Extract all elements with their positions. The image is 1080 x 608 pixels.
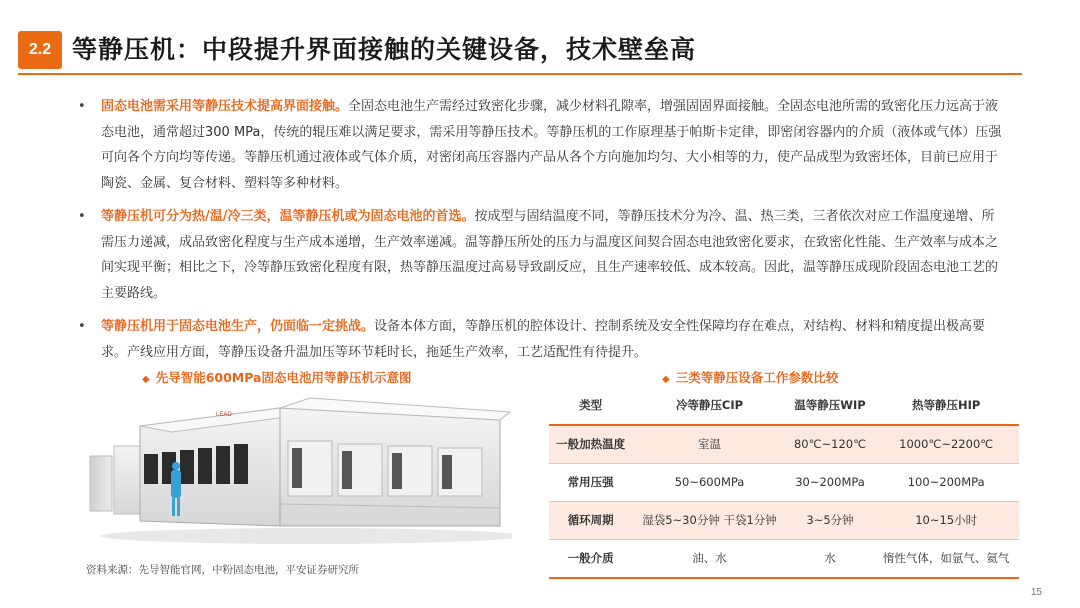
brand-logo: LEAD [216,412,232,418]
table-cell: 油、水 [632,540,786,579]
bullet-dot-icon: • [78,209,86,224]
bullet-text: 按成型与固结温度不同，等静压技术分为冷、温、热三类，三者依次对应工作温度递增、所需压力递减，成品致密化程度与生产成本递增，生产效率递减。温等静压所处的压力与温度区间契合固态电池致密化要求，在致密化性能、生产效率与成本之间实现平衡；相比之下，冷等静压致密化程度有限，热等静压温度过高易导致副反应，且生产速率较低、成本较高。因此，温等静压成现阶段固态电池工艺的主要路线。 [101,209,999,301]
table-cell: 1000℃~2200℃ [873,425,1019,464]
bullet-lead: 等静压机用于固态电池生产，仍面临一定挑战。 [101,319,375,334]
table-cell: 100~200MPa [873,464,1019,502]
bullet-lead: 等静压机可分为热/温/冷三类，温等静压机或为固态电池的首选。 [101,209,475,224]
bullet-text: 全固态电池生产需经过致密化步骤，减少材料孔隙率，增强固固界面接触。全固态电池所需的致密化压力远高于液态电池，通常超过300 MPa，传统的辊压难以满足要求，需采用等静压技术。等静压机的工作原理基于帕斯卡定律，即密闭容器内的介质（液体或气体）压强可向各个方向均等传递。等静压机通过液体或气体介质，对密闭高压容器内产品从各个方向施加均匀、大小相等的力，使产品成型为致密坯体，目前已应用于陶瓷、金属、复合材料、塑料等多种材料。 [101,99,1002,191]
title-divider [18,73,1022,75]
bullet-lead: 固态电池需采用等静压技术提高界面接触。 [101,99,349,114]
section-badge: 2.2 [18,31,62,69]
bullet-dot-icon: • [78,99,86,114]
figure-caption: ◆ 先导智能600MPa固态电池用等静压机示意图 [142,370,412,385]
table-cell: 室温 [632,425,786,464]
bullet-text: 设备本体方面，等静压机的腔体设计、控制系统及安全性保障均存在难点，对结构、材料和精度提出极高要求。产线应用方面，等静压设备升温加压等环节耗时长，拖延生产效率，工艺适配性有待提升。 [101,319,986,360]
diamond-icon: ◆ [142,374,150,385]
table-cell: 一般介质 [549,540,632,579]
table-cell: 惰性气体，如氩气、氦气 [873,540,1019,579]
table-header-cell: 热等静压HIP [873,386,1019,425]
table-cell: 80℃~120℃ [787,425,874,464]
table-cell: 湿袋5~30分钟 干袋1分钟 [632,502,786,540]
bullet-item [78,314,1004,365]
bullet-dot-icon: • [78,319,86,334]
table-cell: 50~600MPa [632,464,786,502]
table-header-row [549,386,1019,425]
table-row [549,502,1019,540]
table-cell: 循环周期 [549,502,632,540]
table-cell: 一般加热温度 [549,425,632,464]
table-row [549,464,1019,502]
table-header-cell: 温等静压WIP [787,386,874,425]
source-note: 资料来源：先导智能官网，中粉固态电池，平安证券研究所 [86,564,359,576]
bullet-item [78,94,1004,196]
page-title: 等静压机：中段提升界面接触的关键设备，技术壁垒高 [72,35,697,64]
table-caption: ◆ 三类等静压设备工作参数比较 [662,370,839,385]
table-header-cell: 冷等静压CIP [632,386,786,425]
diamond-icon: ◆ [662,374,670,385]
page-number: 15 [1030,587,1042,598]
isostatic-press-machine-image [80,386,512,546]
bullet-list [78,94,1004,373]
table-cell: 30~200MPa [787,464,874,502]
parameters-table [549,386,1019,579]
table-cell: 3~5分钟 [787,502,874,540]
table-header-cell: 类型 [549,386,632,425]
table-cell: 10~15小时 [873,502,1019,540]
table-cell: 水 [787,540,874,579]
table-cell: 常用压强 [549,464,632,502]
table-row [549,425,1019,464]
bullet-item [78,204,1004,306]
table-row [549,540,1019,579]
